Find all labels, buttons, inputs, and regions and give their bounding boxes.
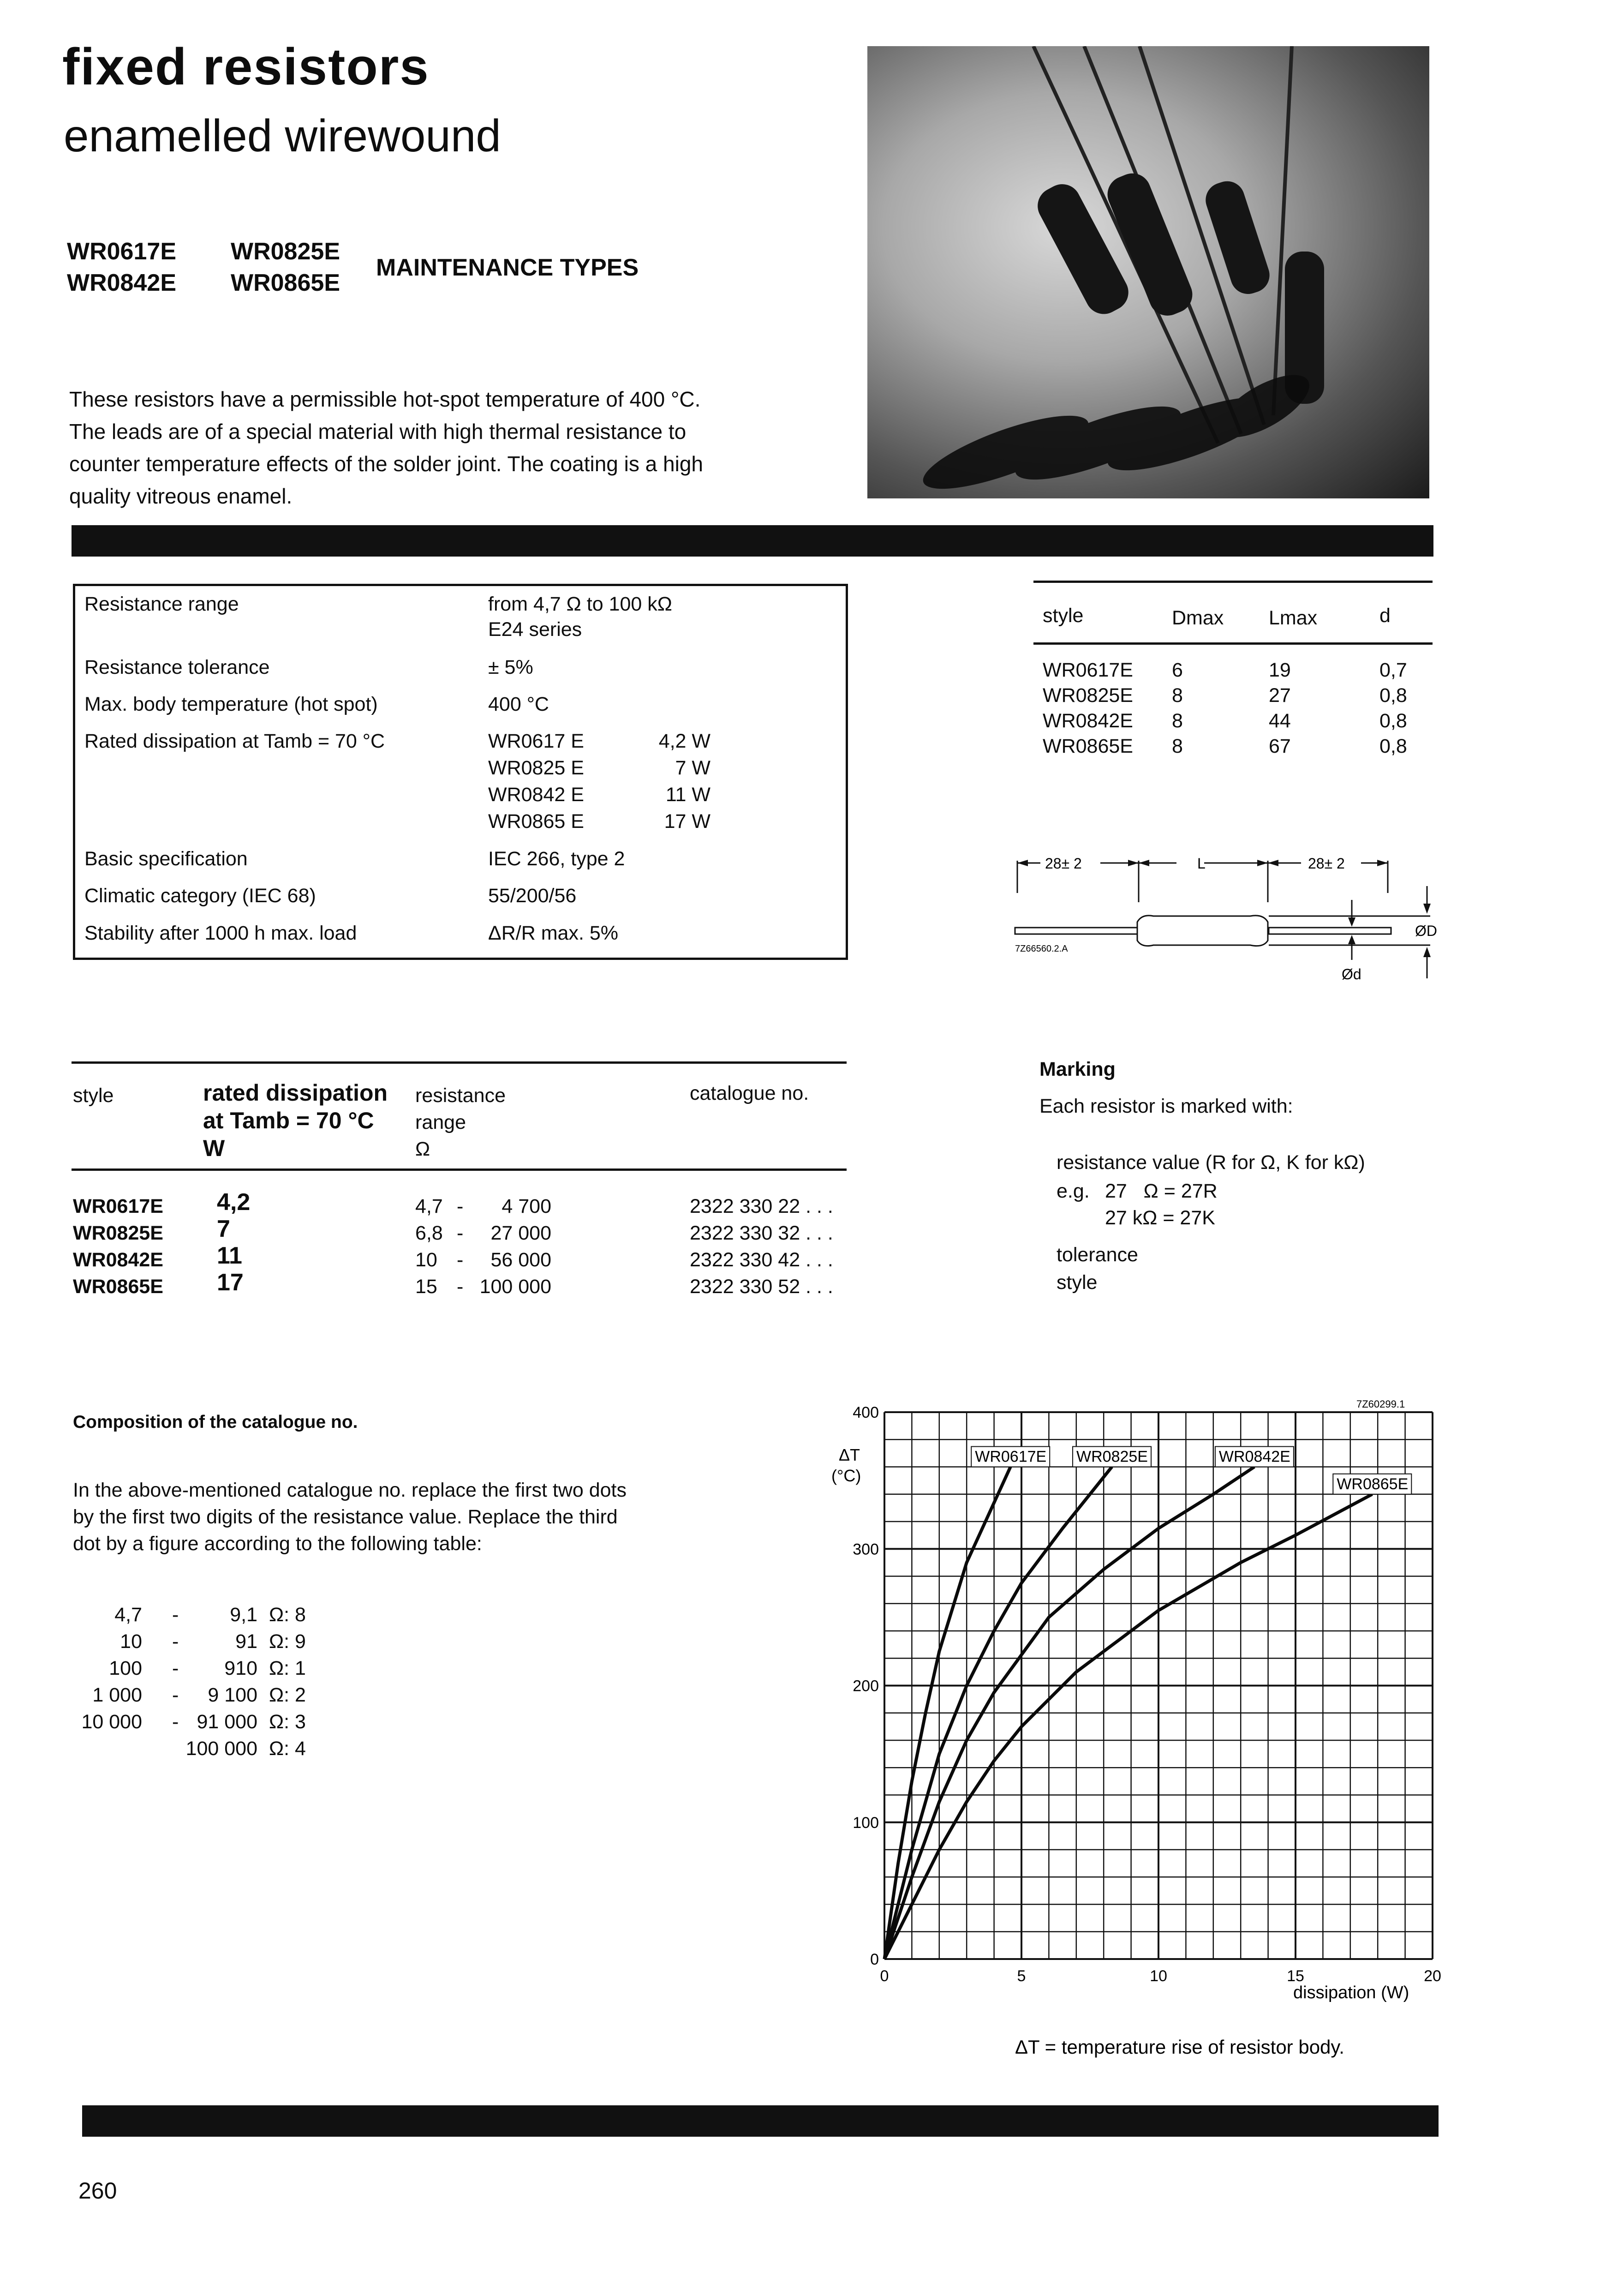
cat-res-from: 4,7 bbox=[415, 1195, 443, 1217]
series-label-wr0617e: WR0617E bbox=[975, 1448, 1047, 1466]
spec-value: IEC 266, type 2 bbox=[488, 848, 625, 870]
cat-number: 2322 330 32 . . . bbox=[690, 1222, 833, 1244]
intro-line: These resistors have a permissible hot-spot temperature of 400 °C. bbox=[69, 387, 701, 411]
cat-header-rated-3: W bbox=[203, 1135, 225, 1161]
intro-line: counter temperature effects of the solder joint. The coating is a high bbox=[69, 452, 704, 476]
chart-xlabel: dissipation (W) bbox=[1293, 1983, 1409, 2002]
model-wr0865e: WR0865E bbox=[231, 270, 340, 296]
comp-from: 1 000 bbox=[92, 1684, 142, 1706]
comp-dash: - bbox=[172, 1657, 179, 1679]
rated-value: 4,2 W bbox=[658, 730, 710, 752]
composition-row bbox=[73, 1708, 350, 1735]
marking-style: style bbox=[1057, 1271, 1098, 1294]
spec-label: Basic specification bbox=[84, 848, 248, 870]
marking-example-1: 27 Ω = 27R bbox=[1105, 1180, 1218, 1202]
spec-value: from 4,7 Ω to 100 kΩ bbox=[488, 593, 672, 615]
cat-header-res-2: range bbox=[415, 1111, 466, 1133]
dimension-drawing bbox=[1010, 845, 1453, 992]
composition-row bbox=[73, 1655, 350, 1682]
comp-from: 10 bbox=[120, 1630, 142, 1653]
comp-to: 91 000 bbox=[197, 1711, 257, 1733]
dims-rule-top bbox=[1033, 581, 1433, 583]
rated-model: WR0865 E bbox=[488, 810, 584, 833]
cat-header-style: style bbox=[73, 1085, 114, 1107]
cat-header-catno: catalogue no. bbox=[690, 1082, 809, 1104]
spec-value: ± 5% bbox=[488, 656, 533, 678]
cat-res-to: 4 700 bbox=[502, 1195, 551, 1217]
dims-cell: 27 bbox=[1269, 684, 1291, 707]
x-tick-label: 0 bbox=[880, 1967, 889, 1985]
dims-cell: 67 bbox=[1269, 735, 1291, 757]
intro-line: The leads are of a special material with high thermal resistance to bbox=[69, 419, 687, 443]
lead-left-dim: 28± 2 bbox=[1045, 855, 1082, 872]
marking-value-line: resistance value (R for Ω, K for kΩ) bbox=[1057, 1151, 1365, 1174]
rated-value: 7 W bbox=[675, 757, 710, 779]
y-tick-label: 200 bbox=[853, 1677, 879, 1695]
series-label-wr0865e: WR0865E bbox=[1337, 1475, 1409, 1493]
cat-watt: 4,2 bbox=[217, 1189, 251, 1216]
dims-cell: 44 bbox=[1269, 710, 1291, 732]
composition-row bbox=[73, 1628, 350, 1655]
x-tick-label: 5 bbox=[1017, 1967, 1026, 1985]
cat-number: 2322 330 52 . . . bbox=[690, 1276, 833, 1298]
series-label-wr0825e: WR0825E bbox=[1076, 1448, 1148, 1466]
chart-ylabel-unit: (°C) bbox=[831, 1466, 861, 1485]
marking-title: Marking bbox=[1039, 1058, 1116, 1080]
maintenance-types: MAINTENANCE TYPES bbox=[376, 254, 639, 281]
comp-code: Ω: 3 bbox=[269, 1711, 306, 1733]
cat-style: WR0825E bbox=[73, 1222, 163, 1244]
dims-cell: 8 bbox=[1172, 710, 1183, 732]
composition-table bbox=[73, 1601, 350, 1762]
model-wr0617e: WR0617E bbox=[67, 238, 176, 265]
chart-caption: ΔT = temperature rise of resistor body. bbox=[1015, 2036, 1344, 2058]
dims-header-dmax: Dmax bbox=[1172, 607, 1224, 629]
model-wr0842e: WR0842E bbox=[67, 270, 176, 296]
dims-cell: 8 bbox=[1172, 684, 1183, 707]
dims-cell: 0,7 bbox=[1379, 659, 1407, 681]
comp-from: 4,7 bbox=[114, 1604, 142, 1626]
dims-cell: 8 bbox=[1172, 735, 1183, 757]
dims-cell: WR0865E bbox=[1043, 735, 1133, 757]
comp-from: 100 bbox=[109, 1657, 142, 1679]
x-tick-label: 10 bbox=[1150, 1967, 1167, 1985]
y-tick-label: 0 bbox=[870, 1951, 879, 1968]
lead-diameter-label: Ød bbox=[1342, 966, 1361, 983]
section-bar bbox=[72, 525, 1433, 557]
composition-row bbox=[73, 1682, 350, 1708]
cat-res-from: 15 bbox=[415, 1276, 437, 1298]
body-diameter-label: ØD bbox=[1415, 923, 1437, 939]
marking-example-2: 27 kΩ = 27K bbox=[1105, 1207, 1215, 1229]
composition-text bbox=[73, 1477, 721, 1557]
cat-res-dash: - bbox=[457, 1276, 464, 1298]
cat-res-dash: - bbox=[457, 1195, 464, 1217]
resistors-photo-illustration bbox=[867, 46, 1429, 498]
rated-value: 11 W bbox=[665, 784, 710, 806]
comp-dash: - bbox=[172, 1630, 179, 1653]
cat-watt: 17 bbox=[217, 1269, 244, 1296]
spec-value: E24 series bbox=[488, 618, 582, 641]
marking-tolerance: tolerance bbox=[1057, 1244, 1138, 1266]
page-subtitle: enamelled wirewound bbox=[64, 110, 501, 161]
page-number: 260 bbox=[78, 2178, 117, 2204]
composition-title: Composition of the catalogue no. bbox=[73, 1412, 358, 1432]
comp-to: 910 bbox=[224, 1657, 257, 1679]
cat-res-to: 56 000 bbox=[490, 1249, 551, 1271]
cat-header-rated-2: at Tamb = 70 °C bbox=[203, 1108, 374, 1133]
cat-style: WR0865E bbox=[73, 1276, 163, 1298]
page-title: fixed resistors bbox=[62, 38, 430, 96]
dims-cell: WR0842E bbox=[1043, 710, 1133, 732]
comp-from: 10 000 bbox=[81, 1711, 142, 1733]
dims-rule-header bbox=[1033, 642, 1433, 645]
cat-res-to: 100 000 bbox=[479, 1276, 551, 1298]
composition-row bbox=[73, 1735, 350, 1762]
rated-model: WR0825 E bbox=[488, 757, 584, 779]
product-photo bbox=[867, 46, 1429, 498]
rated-model: WR0617 E bbox=[488, 730, 584, 752]
dims-cell: 0,8 bbox=[1379, 684, 1407, 707]
comp-code: Ω: 8 bbox=[269, 1604, 306, 1626]
dims-cell: WR0825E bbox=[1043, 684, 1133, 707]
footer-bar bbox=[82, 2105, 1439, 2137]
marking-intro: Each resistor is marked with: bbox=[1039, 1095, 1293, 1117]
dims-header-d: d bbox=[1379, 605, 1391, 627]
comp-code: Ω: 4 bbox=[269, 1738, 306, 1760]
series-label-wr0842e: WR0842E bbox=[1218, 1448, 1290, 1466]
cat-number: 2322 330 22 . . . bbox=[690, 1195, 833, 1217]
cat-res-from: 10 bbox=[415, 1249, 437, 1271]
model-wr0825e: WR0825E bbox=[231, 238, 340, 265]
spec-value: 55/200/56 bbox=[488, 885, 577, 907]
comp-code: Ω: 9 bbox=[269, 1630, 306, 1653]
composition-line: In the above-mentioned catalogue no. replace the first two dots bbox=[73, 1479, 627, 1501]
cat-watt: 7 bbox=[217, 1216, 230, 1242]
cat-res-to: 27 000 bbox=[490, 1222, 551, 1244]
intro-line: quality vitreous enamel. bbox=[69, 484, 293, 508]
comp-dash: - bbox=[172, 1684, 179, 1706]
cat-watt: 11 bbox=[217, 1242, 242, 1269]
drawing-code: 7Z66560.2.A bbox=[1015, 944, 1068, 954]
length-dim: L bbox=[1197, 855, 1206, 872]
dims-cell: 0,8 bbox=[1379, 735, 1407, 757]
marking-eg: e.g. bbox=[1057, 1180, 1090, 1202]
y-tick-label: 300 bbox=[853, 1540, 879, 1558]
cat-header-res-3: Ω bbox=[415, 1138, 430, 1160]
comp-to: 100 000 bbox=[185, 1738, 257, 1760]
comp-to: 9 100 bbox=[208, 1684, 257, 1706]
x-tick-label: 20 bbox=[1424, 1967, 1441, 1985]
cat-number: 2322 330 42 . . . bbox=[690, 1249, 833, 1271]
composition-line: dot by a figure according to the following table: bbox=[73, 1533, 482, 1555]
rated-value: 17 W bbox=[664, 810, 710, 833]
chart-ylabel-delta-t: ΔT bbox=[839, 1445, 860, 1464]
series-line-wr0865e bbox=[884, 1494, 1372, 1959]
spec-value: ΔR/R max. 5% bbox=[488, 922, 618, 944]
cat-res-dash: - bbox=[457, 1222, 464, 1244]
intro-paragraph bbox=[69, 383, 844, 512]
cat-header-rated-1: rated dissipation bbox=[203, 1080, 388, 1106]
spec-label: Resistance range bbox=[84, 593, 239, 615]
chart-code: 7Z60299.1 bbox=[1356, 1398, 1405, 1410]
spec-label: Stability after 1000 h max. load bbox=[84, 922, 357, 944]
spec-label: Rated dissipation at Tamb = 70 °C bbox=[84, 730, 385, 752]
composition-row bbox=[73, 1601, 350, 1628]
cat-res-dash: - bbox=[457, 1249, 464, 1271]
rated-model: WR0842 E bbox=[488, 784, 584, 806]
catalogue-rule-top bbox=[72, 1061, 847, 1064]
dims-cell: WR0617E bbox=[1043, 659, 1133, 681]
comp-code: Ω: 1 bbox=[269, 1657, 306, 1679]
cat-style: WR0617E bbox=[73, 1195, 163, 1217]
comp-to: 91 bbox=[235, 1630, 257, 1653]
comp-code: Ω: 2 bbox=[269, 1684, 306, 1706]
lead-right-dim: 28± 2 bbox=[1308, 855, 1345, 872]
y-tick-label: 400 bbox=[853, 1404, 879, 1421]
y-tick-label: 100 bbox=[853, 1814, 879, 1832]
comp-dash: - bbox=[172, 1711, 179, 1733]
spec-value: 400 °C bbox=[488, 693, 549, 715]
dims-header-lmax: Lmax bbox=[1269, 607, 1318, 629]
comp-dash: - bbox=[172, 1604, 179, 1626]
spec-label: Max. body temperature (hot spot) bbox=[84, 693, 378, 715]
temperature-rise-chart bbox=[821, 1389, 1458, 2063]
cat-res-from: 6,8 bbox=[415, 1222, 443, 1244]
cat-style: WR0842E bbox=[73, 1249, 163, 1271]
catalogue-rule-header bbox=[72, 1168, 847, 1171]
chart-series-labels bbox=[971, 1447, 1411, 1494]
dims-header-style: style bbox=[1043, 605, 1084, 627]
spec-label: Resistance tolerance bbox=[84, 656, 270, 678]
comp-to: 9,1 bbox=[230, 1604, 257, 1626]
dims-cell: 0,8 bbox=[1379, 710, 1407, 732]
dims-cell: 19 bbox=[1269, 659, 1291, 681]
cat-header-res-1: resistance bbox=[415, 1085, 506, 1107]
x-tick-label: 15 bbox=[1287, 1967, 1304, 1985]
dims-cell: 6 bbox=[1172, 659, 1183, 681]
spec-label: Climatic category (IEC 68) bbox=[84, 885, 316, 907]
composition-line: by the first two digits of the resistance value. Replace the third bbox=[73, 1506, 618, 1528]
